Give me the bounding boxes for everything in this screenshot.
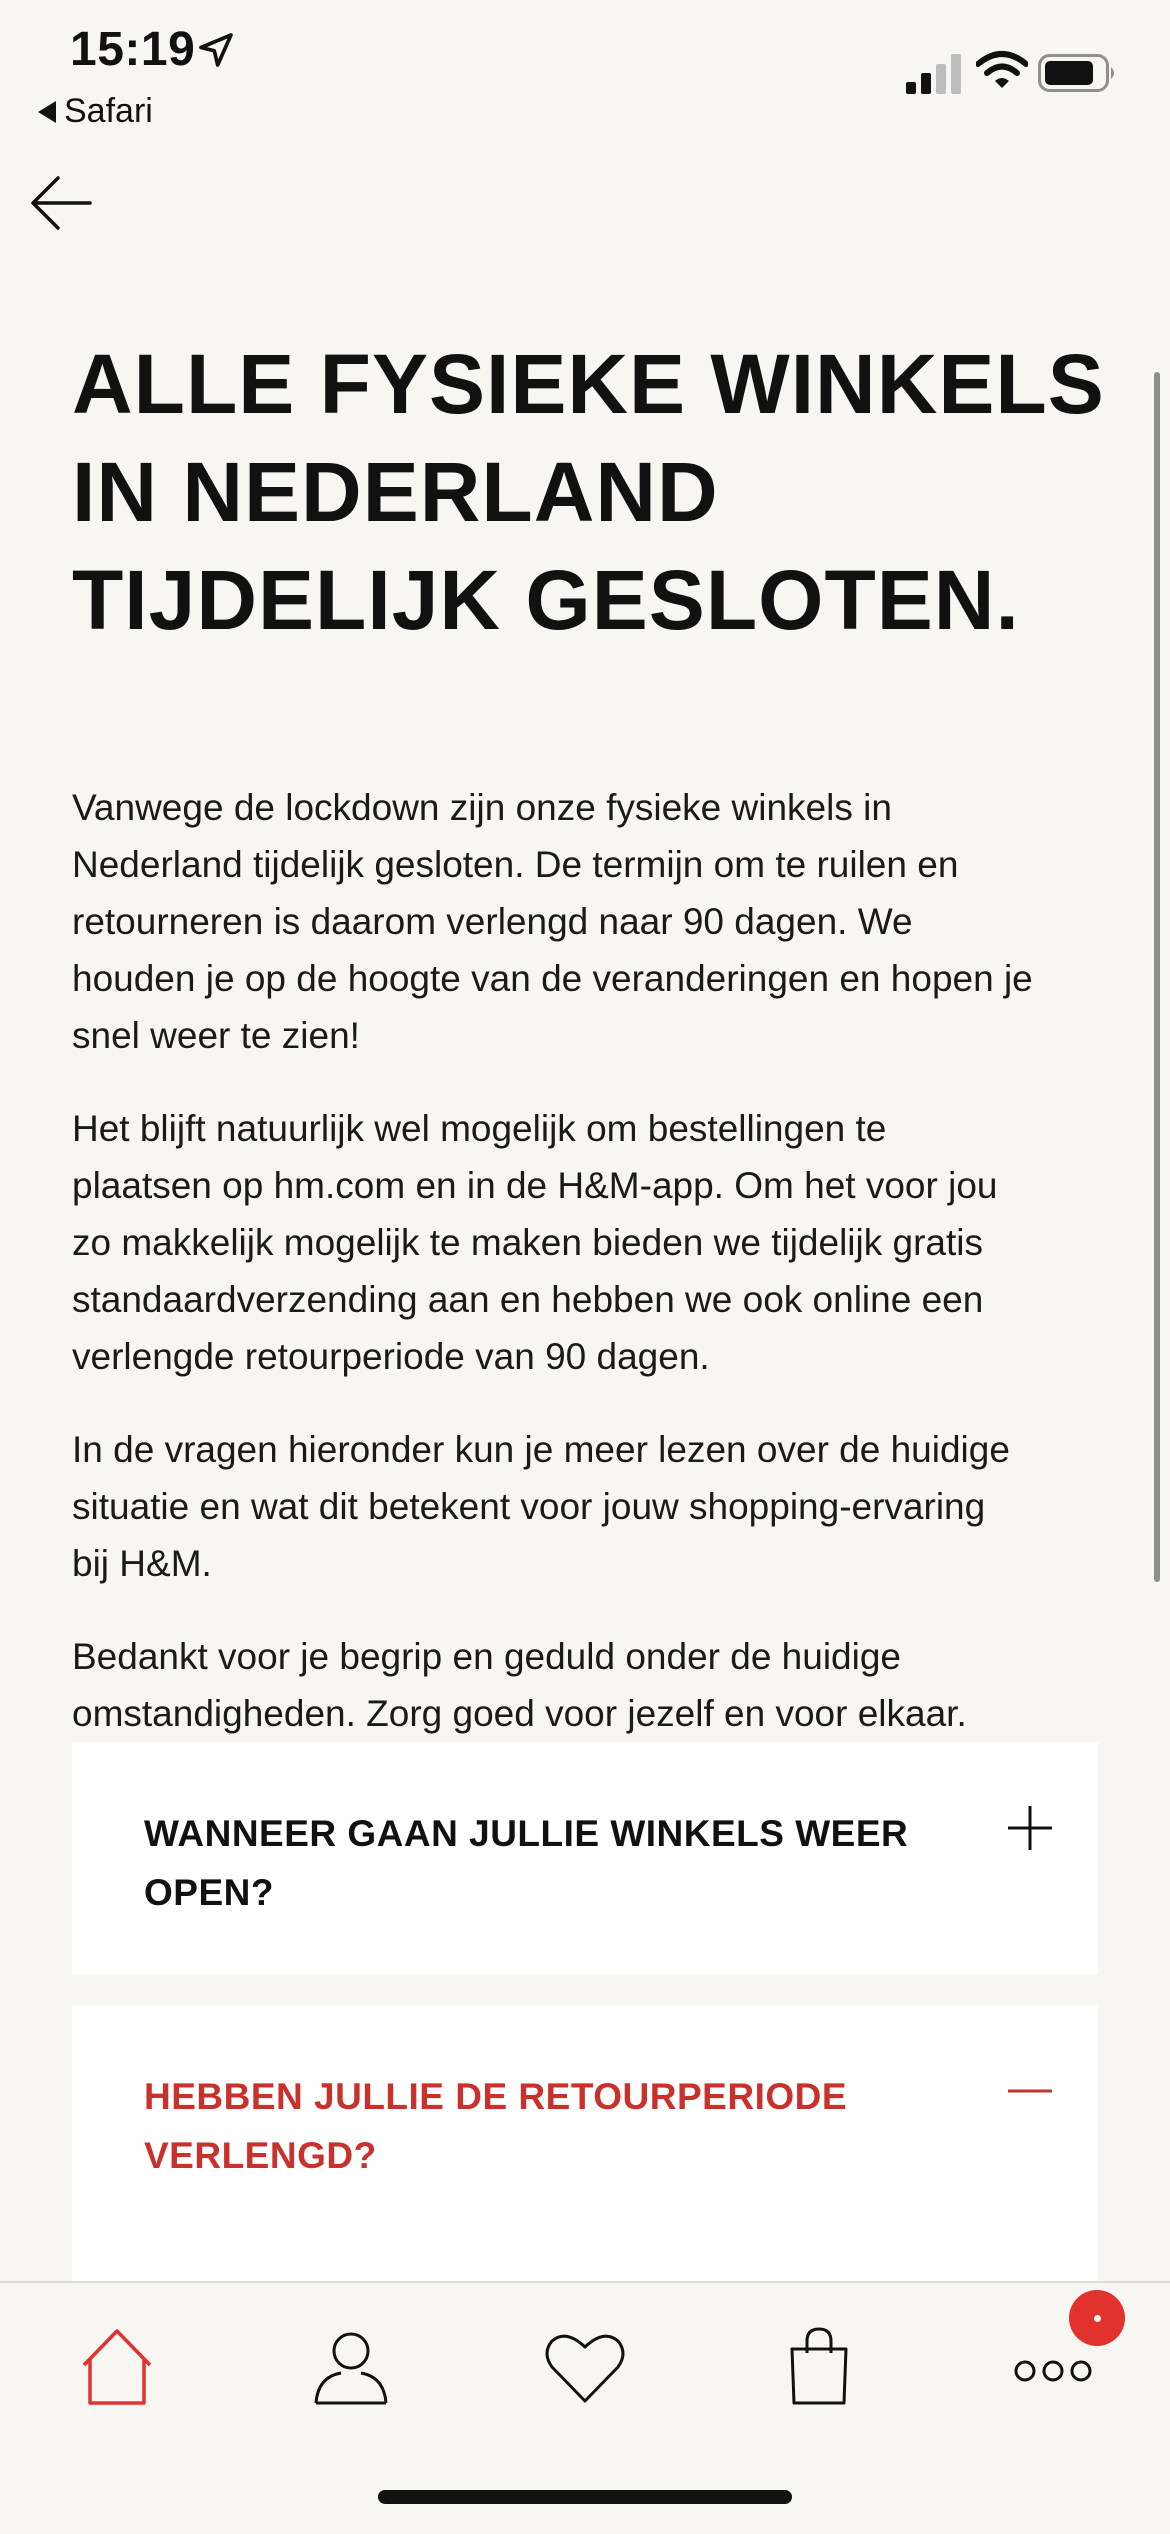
notification-badge (1069, 2290, 1125, 2346)
paragraph-line: plaatsen op hm.com en in de H&M-app. Om het voor jou (72, 1165, 998, 1206)
faq-question-line: VERLENGD? (144, 2135, 377, 2176)
paragraph-line: Vanwege de lockdown zijn onze fysieke winkels in (72, 787, 892, 828)
paragraph-line: retourneren is daarom verlengd naar 90 dagen. We (72, 901, 913, 942)
faq-item-return-period[interactable] (72, 2005, 1098, 2295)
paragraph-line: In de vragen hieronder kun je meer lezen over de huidige (72, 1429, 1010, 1470)
status-time: 15:19 (70, 23, 196, 76)
faq-question-line: OPEN? (144, 1872, 274, 1913)
page-title-line: IN NEDERLAND (72, 445, 719, 539)
page-title (72, 330, 1112, 654)
tab-favorites[interactable] (540, 2323, 630, 2413)
paragraph-line: omstandigheden. Zorg goed voor jezelf en voor elkaar. (72, 1693, 967, 1734)
intro-paragraph (72, 779, 1112, 1064)
back-to-app-link[interactable] (38, 92, 153, 131)
home-indicator[interactable] (378, 2490, 792, 2504)
back-triangle-icon (38, 101, 56, 123)
paragraph-line: Het blijft natuurlijk wel mogelijk om bestellingen te (72, 1108, 887, 1149)
paragraph-line: standaardverzending aan en hebben we ook online een (72, 1279, 984, 1320)
back-app-label: Safari (64, 92, 153, 130)
faq-item-reopening[interactable] (72, 1742, 1098, 1974)
paragraph-line: situatie en wat dit betekent voor jouw shopping-ervaring (72, 1486, 986, 1527)
scroll-indicator[interactable] (1154, 372, 1160, 1582)
user-icon (306, 2323, 396, 2413)
minus-icon[interactable] (1006, 2067, 1054, 2115)
paragraph-line: bij H&M. (72, 1543, 212, 1584)
paragraph-line: zo makkelijk mogelijk te maken bieden we tijdelijk gratis (72, 1222, 983, 1263)
paragraph-line: Bedankt voor je begrip en geduld onder de huidige (72, 1636, 902, 1677)
faq-intro-paragraph (72, 1421, 1112, 1592)
shopping-bag-icon (774, 2323, 864, 2413)
heart-icon (540, 2323, 630, 2413)
arrow-left-icon[interactable] (28, 170, 94, 236)
paragraph-line: houden je op de hoogte van de veranderingen en hopen je (72, 958, 1033, 999)
plus-icon[interactable] (1006, 1804, 1054, 1852)
page-title-line: ALLE FYSIEKE WINKELS (72, 337, 1105, 431)
home-icon (72, 2323, 162, 2413)
tab-account[interactable] (306, 2323, 396, 2413)
cellular-signal-icon (906, 54, 962, 94)
faq-question-line: WANNEER GAAN JULLIE WINKELS WEER (144, 1813, 909, 1854)
paragraph-line: Nederland tijdelijk gesloten. De termijn om te ruilen en (72, 844, 959, 885)
badge-dot (1094, 2315, 1101, 2322)
paragraph-line: verlengde retourperiode van 90 dagen. (72, 1336, 710, 1377)
wifi-icon (976, 50, 1028, 90)
page-title-line: TIJDELIJK GESLOTEN. (72, 553, 1020, 647)
thanks-paragraph (72, 1628, 1112, 1742)
battery-icon (1038, 54, 1118, 92)
faq-question-line: HEBBEN JULLIE DE RETOURPERIODE (144, 2076, 848, 2117)
tab-bag[interactable] (774, 2323, 864, 2413)
online-ordering-paragraph (72, 1100, 1112, 1385)
location-arrow-icon (196, 30, 236, 70)
faq-question[interactable] (144, 2067, 924, 2185)
paragraph-line: snel weer te zien! (72, 1015, 360, 1056)
faq-question[interactable] (144, 1804, 924, 1922)
status-bar (0, 0, 1170, 150)
tab-home[interactable] (72, 2323, 162, 2413)
